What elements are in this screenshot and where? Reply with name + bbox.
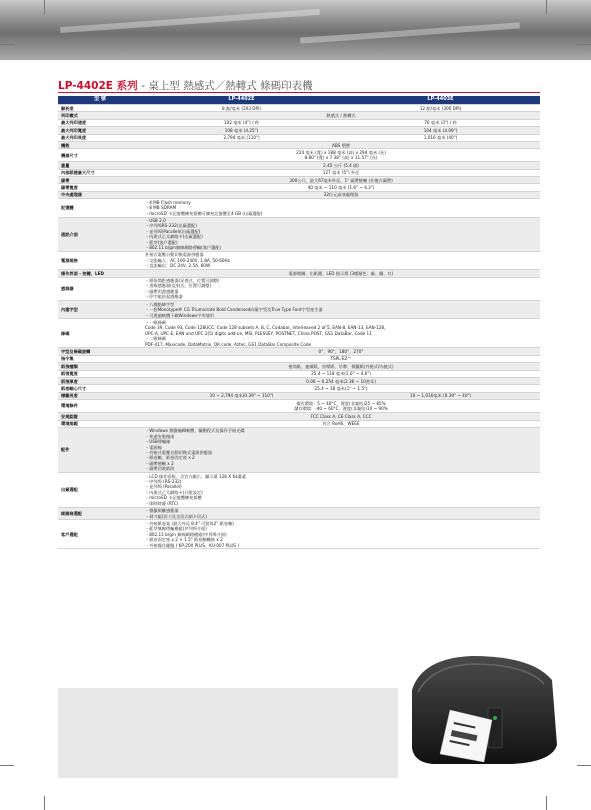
title-underline <box>58 92 540 93</box>
crop-mark <box>44 0 45 14</box>
page-title <box>58 78 313 93</box>
list-item: ・內建式乙太網路卡(只限設定) <box>145 489 203 495</box>
table-row <box>58 301 540 319</box>
row-label: 操作界面 - 按鍵、LED <box>58 270 142 277</box>
list-item: ・碳帶捲軸 x 2 <box>145 460 174 466</box>
table-row <box>58 184 540 191</box>
list-item: ・紙張間距感應器(穿透式，位置可調整) <box>145 278 220 284</box>
crop-mark <box>546 0 547 14</box>
cell-shared <box>142 277 540 301</box>
cell-shared <box>142 400 540 413</box>
crop-mark <box>0 44 14 45</box>
cell-shared: 0.06 ~ 0.254 毫米(2.36 ~ 10密耳) <box>142 378 540 385</box>
cell-lp4402e: 10 ~ 2,794 毫米(0.39" ~ 110") <box>142 392 341 399</box>
list-item: ・並列埠(Parallel)(出廠選配) <box>145 228 201 234</box>
cell-shared <box>142 217 540 251</box>
list-item: ・Windows 標籤編輯軟體、驅動程式及操作手冊光碟 <box>145 428 245 434</box>
list-item: ・印字組抬起感應器 <box>145 294 183 300</box>
table-row <box>58 319 540 348</box>
cell-lp4403e: 10 ~ 1,016毫米 (0.39" ~ 40") <box>341 392 540 399</box>
table-row <box>58 177 540 184</box>
list-item: ・序列埠RS-232(出廠選配) <box>145 223 197 229</box>
row-label: 列印模式 <box>58 112 142 119</box>
table-row <box>58 413 540 420</box>
table-row <box>58 134 540 141</box>
list-item: ・內建式乙太網路卡(出廠選配) <box>145 234 203 240</box>
row-label: 最大列印寬度 <box>58 127 142 134</box>
header-lp4403e: LP-4403E <box>341 96 540 105</box>
cell-shared <box>142 149 540 162</box>
table-row <box>58 251 540 269</box>
list-item: ・並列埠 (Parallel) <box>145 484 182 490</box>
cell-shared: 32位元高效處理器 <box>142 191 540 198</box>
row-label: 最大列印速度 <box>58 119 142 126</box>
cell-lp4403e: 76 毫米 (3") / 秒 <box>341 119 540 126</box>
table-row <box>58 191 540 198</box>
cell-shared: 熱感式 / 熱轉式 <box>142 112 540 119</box>
row-label: 經銷商選配 <box>58 507 142 520</box>
list-item: ・八種點陣字型 <box>145 301 175 307</box>
footer-panel <box>58 688 398 778</box>
row-label: 內部紙捲最大尺寸 <box>58 169 142 176</box>
table-row <box>58 392 540 399</box>
cell-line: 224 毫米 (寬) x 188 毫米 (高) x 294 毫米 (長) <box>296 149 386 155</box>
list-item: ・4 MB Flash memory <box>145 199 191 205</box>
cell-shared <box>142 251 540 269</box>
table-row <box>58 378 540 385</box>
table-row <box>58 127 540 134</box>
cell-line: 外接式電壓自動切換電源供應器 <box>145 252 204 258</box>
row-label: 內建字型 <box>58 301 142 319</box>
model-name: LP-4402E <box>58 80 113 92</box>
row-label: 標籤長度 <box>58 392 142 399</box>
cell-lp4403e: 1,016 毫米 (40") <box>341 134 540 141</box>
row-label: 碳帶 <box>58 177 142 184</box>
list-item: ・8 MB SDRAM <box>145 205 177 211</box>
table-row <box>58 105 540 112</box>
row-label: 記憶體 <box>58 199 142 217</box>
list-item: ・碳帶回收紙筒 <box>145 466 175 472</box>
list-item: ・藍芽(客戶選配) <box>145 239 178 245</box>
list-item: ・802.11 b/g/n無線網路傳輸(客戶選配) <box>145 245 222 251</box>
table-row <box>58 277 540 301</box>
row-label: 碳帶寬度 <box>58 184 142 191</box>
row-label: 機殼 <box>58 142 142 149</box>
list-item: ・LCD 操作面板，含官方顯示，顯示幕 128 X 64畫素 <box>145 473 247 479</box>
cell-line: 8.80" (寬) x 7.38" (高) x 11.57" (長) <box>304 155 378 161</box>
list-item: ・外接操作鍵盤 ( KP-200 PLUS、KU-007 PLUS ) <box>145 542 240 548</box>
list-item: ・二維條碼 <box>145 336 166 342</box>
cell-shared: 符合 RoHS、WEEE <box>142 420 540 427</box>
row-label: 條碼 <box>58 319 142 348</box>
row-label: 機器尺寸 <box>58 149 142 162</box>
cell-shared: 127 毫米 (5") 外徑 <box>142 169 540 176</box>
cell-shared: 電源開關、出紙鍵、LED 指示燈 (3種顏色：綠、橘、紅) <box>142 270 540 277</box>
table-row <box>58 420 540 427</box>
table-row <box>58 119 540 126</box>
cell-shared <box>142 427 540 472</box>
list-item: ・紙卷軸、紙卷固定座 x 2 <box>145 455 195 461</box>
row-label: 環境規範 <box>58 420 142 427</box>
spec-table <box>58 96 540 549</box>
cell-shared: 300公尺，最大67毫米外徑，1" 碳帶捲軸 (外捲式碳帶) <box>142 177 540 184</box>
table-row <box>58 520 540 549</box>
cell-shared: 40 毫米 ~ 110 毫米 (1.6" ~ 4.3") <box>142 184 540 191</box>
list-item: ・藍芽無線傳輸模組(序列埠介面) <box>145 526 207 532</box>
list-item: ・紙卷固定座 x 2 + 1.5" 紙卷軸轉接 x 2 <box>145 537 223 543</box>
list-item: ・標籤剝離感應器 <box>145 508 179 514</box>
table-row <box>58 370 540 377</box>
cell-shared: ABS 塑膠 <box>142 142 540 149</box>
printer-image <box>392 650 567 768</box>
cell-shared: 25.4 ~ 118 毫米(1.0" ~ 4.6") <box>142 370 540 377</box>
table-row <box>58 142 540 149</box>
title-description: - 桌上型 熱感式／熱轉式 條碼印表機 <box>141 80 313 92</box>
row-label: 指令集 <box>58 355 142 362</box>
list-item: ・外接紙卷架 (最大外徑 8.4" 可裝每2" 紙卷軸) <box>145 520 234 526</box>
cell-line: PDF-417, Maxicode, DataMatrix, QR code, Aztec, GS1 DataBar Composite Code <box>145 341 312 347</box>
cell-lp4402e: 108 毫米 (4.25") <box>142 127 341 134</box>
table-row <box>58 217 540 251</box>
cell-lp4402e: 8 點/毫米 (203 DPI) <box>142 105 341 112</box>
cell-shared <box>142 319 540 348</box>
row-label: 重量 <box>58 162 142 169</box>
header-lp4402e: LP-4402E <box>142 96 341 105</box>
list-item: ・黑線感應器(反射式，位置可調整) <box>145 283 212 289</box>
list-item: ・即時時鐘 (RTC) <box>145 500 179 506</box>
list-item: ・USB 2.0 <box>145 218 166 223</box>
row-label: 客戶選配 <box>58 520 142 549</box>
header-model: 型 號 <box>58 96 142 105</box>
crop-mark <box>546 796 547 810</box>
row-label: 解析度 <box>58 105 142 112</box>
cell-shared: FCC Class A, CE Class A, CCC <box>142 413 540 420</box>
row-label: 安規認證 <box>58 413 142 420</box>
cell-lp4402e: 102 毫米 (4") / 秒 <box>142 119 341 126</box>
table-row <box>58 270 540 277</box>
cell-shared: 2.45 公斤 (5.4 磅) <box>142 162 540 169</box>
list-item: ・802.11 b/g/n 無線網路模組(序列埠介面) <box>145 531 227 537</box>
table-row <box>58 427 540 472</box>
row-label: 電源規格 <box>58 251 142 269</box>
list-item: ・可透過軟體下載Windows字形使用 <box>145 312 214 318</box>
list-item: ・剝刀組(切刀及全切式刷卡切式) <box>145 513 207 519</box>
table-row <box>58 149 540 162</box>
crop-mark <box>44 796 45 810</box>
crop-mark <box>577 765 591 766</box>
list-item: ・一維條碼 <box>145 319 166 325</box>
series-label: 系列 <box>116 80 138 92</box>
table-row <box>58 169 540 176</box>
crop-mark <box>0 765 14 766</box>
table-row <box>58 348 540 355</box>
table-row <box>58 199 540 217</box>
row-label: 字型及條碼旋轉 <box>58 348 142 355</box>
cell-shared: 25.4 ~ 38 毫米(1" ~ 1.5") <box>142 385 540 392</box>
list-item: ・交流輸入：AC 100-240V, 1.8A, 50-60Hz <box>145 257 230 263</box>
row-label: 環境條件 <box>58 400 142 413</box>
cell-line: Code 39, Code 93, Code 128UCC, Code 128 subsets A, B, C, Codabar, Interleaved 2 of 5, EAN-8, EAN-13, EAN-128, <box>145 325 386 331</box>
list-item: ・一套Monotype® CG Triumvirate Bold Condensed向量字型及True Type Font字型產生器 <box>145 307 323 313</box>
row-label: 感測器 <box>58 277 142 301</box>
crop-mark <box>577 44 591 45</box>
table-row <box>58 507 540 520</box>
list-item: ・USB傳輸線 <box>145 439 171 445</box>
cell-shared <box>142 301 540 319</box>
list-item: ・電源線 <box>145 444 162 450</box>
table-row <box>58 363 540 370</box>
list-item: ・快速安裝指南 <box>145 433 175 439</box>
table-row <box>58 400 540 413</box>
cell-line: 操作環境：5 ~ 40°C，溼度(非凝結)25 ~ 85% <box>296 400 386 406</box>
table-row <box>58 355 540 362</box>
row-label: 紙卷軸心尺寸 <box>58 385 142 392</box>
list-item: ・外接式電壓自動切換式電源供應器 <box>145 450 213 456</box>
table-row <box>58 112 540 119</box>
cell-shared <box>142 473 540 507</box>
cell-shared: TSPL-EZ™ <box>142 355 540 362</box>
cell-shared: 捲筒紙、連續紙、黑標紙、吊牌、標籤紙(外捲式/內捲式) <box>142 363 540 370</box>
row-label: 通訊介面 <box>58 217 142 251</box>
list-item: ・microSD 卡記憶體擴充插槽可擴充記憶體至4 GB (出廠選配) <box>145 210 263 216</box>
cell-lp4403e: 12 點/毫米 (300 DPI) <box>341 105 540 112</box>
row-label: 紙張厚度 <box>58 378 142 385</box>
row-label: 紙張種類 <box>58 363 142 370</box>
row-label: 配件 <box>58 427 142 472</box>
cell-shared: 0°、90°、180°、270° <box>142 348 540 355</box>
table-row <box>58 162 540 169</box>
table-row <box>58 473 540 507</box>
row-label: 中央處理器 <box>58 191 142 198</box>
row-label: 紙張寬度 <box>58 370 142 377</box>
cell-line: 儲存環境：-40 ~ 60°C，溼度(非凝結)10 ~ 90% <box>294 406 388 412</box>
table-row <box>58 385 540 392</box>
cell-shared <box>142 507 540 520</box>
cell-lp4403e: 104 毫米 (4.09") <box>341 127 540 134</box>
cell-shared <box>142 199 540 217</box>
row-label: 出廠選配 <box>58 473 142 507</box>
list-item: ・直流輸出：DC 24V, 2.5A, 60W <box>145 263 211 269</box>
row-label: 最大列印長度 <box>58 134 142 141</box>
cell-line: UPC-A, UPC-E, EAN and UPC 2(5) digits add-on, MSI, PLESSEY, POSTNET, China POST, GS1 DataBar, Code 11 <box>145 330 372 336</box>
cell-lp4402e: 2,794 毫米 (110") <box>142 134 341 141</box>
list-item: ・序列埠 (RS-232) <box>145 479 182 485</box>
cell-shared <box>142 520 540 549</box>
header-banner <box>0 0 591 60</box>
list-item: ・microSD 卡記憶體擴充插槽 <box>145 495 202 501</box>
list-item: ・碳帶用盡感應器 <box>145 288 179 294</box>
